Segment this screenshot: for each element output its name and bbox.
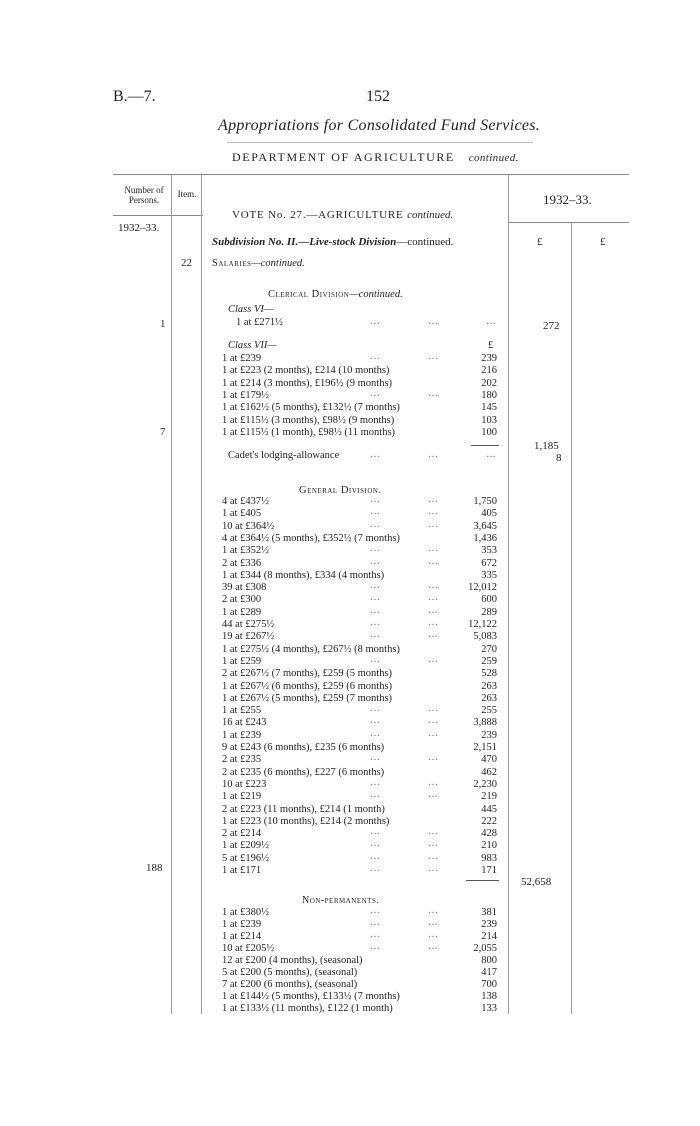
- general-heading: General Division.: [299, 485, 382, 496]
- table-row: [0, 496, 700, 508]
- row-amount: 335: [481, 569, 497, 581]
- class-vii-total: 1,185: [534, 440, 559, 452]
- table-row: [0, 717, 700, 729]
- dot-leader: …: [370, 905, 380, 916]
- table-row: [0, 931, 700, 943]
- table-row: [0, 967, 700, 979]
- table-row: [0, 840, 700, 852]
- dot-leader: …: [428, 929, 438, 940]
- dot-leader: …: [370, 929, 380, 940]
- row-label: 1 at £267½ (6 months), £259 (6 months): [222, 680, 393, 692]
- class-vi-persons: 1: [160, 318, 166, 330]
- general-subtotal-rule: [466, 880, 499, 881]
- table-row: [0, 767, 700, 779]
- row-label: 1 at £380½: [222, 907, 269, 918]
- row-label: 1 at £275½ (4 months), £267½ (8 months): [222, 643, 400, 655]
- general-persons: 188: [146, 862, 163, 874]
- table-row: [0, 804, 700, 816]
- row-amount: 171: [481, 865, 497, 876]
- row-amount: 417: [481, 967, 497, 978]
- dot-leader: …: [370, 789, 380, 801]
- dot-leader: …: [370, 387, 380, 399]
- row-amount: 103: [481, 414, 497, 426]
- dot-leader: …: [428, 592, 438, 604]
- vote-title: VOTE No. 27.—AGRICULTURE: [232, 209, 404, 221]
- row-label: 4 at £437½: [222, 496, 269, 507]
- salaries-label: Salaries: [212, 258, 252, 269]
- dot-leader: …: [370, 703, 380, 715]
- dot-leader: …: [370, 715, 380, 727]
- table-row: [0, 387, 700, 402]
- dot-leader: …: [370, 518, 380, 530]
- row-label: 2 at £267½ (7 months), £259 (5 months): [222, 668, 393, 680]
- row-amount: 353: [481, 545, 497, 557]
- clerical-heading: [268, 289, 403, 300]
- pound-sign-right: £: [600, 236, 606, 248]
- row-amount: 145: [481, 402, 497, 414]
- clerical-title: Clerical Division: [268, 289, 350, 300]
- row-amount: 12,012: [468, 582, 497, 594]
- dot-leader: …: [370, 629, 380, 641]
- dot-leader: …: [428, 776, 438, 788]
- cadet-amount: 8: [556, 452, 562, 464]
- table-row: [0, 594, 700, 606]
- dot-leader: …: [370, 617, 380, 628]
- row-amount: 470: [481, 754, 497, 766]
- table-row: [0, 705, 700, 717]
- dot-leader: …: [370, 555, 380, 567]
- row-label: 1 at £352½: [222, 545, 269, 557]
- persons-column-header: Number of Persons.: [124, 185, 164, 205]
- general-total: 52,658: [521, 876, 552, 888]
- row-label: 4 at £364½ (5 months), £352½ (7 months): [222, 532, 400, 544]
- dot-leader: …: [428, 617, 438, 628]
- row-label: 10 at £364½: [222, 520, 275, 532]
- row-amount: 428: [481, 828, 497, 840]
- table-row: [0, 545, 700, 557]
- dot-leader: …: [428, 351, 438, 362]
- table-row: [0, 776, 700, 791]
- table-row: [0, 570, 700, 582]
- dot-leader: …: [370, 838, 380, 850]
- dot-leader: …: [428, 543, 438, 555]
- row-label: 1 at £223 (10 months), £214 (2 months): [222, 815, 390, 827]
- table-row: [0, 681, 700, 693]
- dot-leader: …: [370, 316, 380, 327]
- dot-leader: …: [428, 506, 438, 518]
- row-amount: 255: [481, 705, 497, 717]
- row-label: 1 at £162½ (5 months), £132½ (7 months): [222, 402, 400, 414]
- row-label: 2 at £235 (6 months), £227 (6 months): [222, 766, 385, 778]
- table-row: [0, 742, 700, 754]
- class-vii-pound: £: [488, 340, 494, 351]
- document-code: B.—7.: [113, 88, 156, 105]
- table-row: [0, 991, 700, 1003]
- subdivision-heading: [212, 236, 453, 248]
- dot-leader: …: [428, 905, 438, 916]
- dot-leader: …: [370, 776, 380, 788]
- row-amount: 210: [481, 840, 497, 852]
- table-row: [0, 631, 700, 643]
- subdivision-continued: —continued.: [396, 236, 454, 248]
- salaries-continued: —continued.: [251, 258, 305, 269]
- dot-leader: …: [370, 850, 380, 862]
- table-row: [0, 653, 700, 668]
- row-amount: 1,436: [473, 532, 497, 544]
- dot-leader: …: [370, 592, 380, 604]
- row-label: 19 at £267½: [222, 631, 275, 643]
- dot-leader: …: [428, 863, 438, 874]
- dot-leader: …: [428, 555, 438, 567]
- row-label: 1 at £259: [222, 655, 262, 667]
- row-label: 16 at £243: [222, 717, 267, 729]
- row-amount: 528: [481, 668, 497, 680]
- dot-leader: …: [428, 752, 438, 764]
- page-title: Appropriations for Consolidated Fund Services.: [218, 117, 541, 134]
- dot-leader: …: [428, 316, 438, 327]
- row-label: 2 at £300: [222, 594, 262, 606]
- dot-leader: …: [370, 351, 380, 362]
- row-label: 10 at £223: [222, 778, 267, 790]
- dot-leader: …: [370, 653, 380, 665]
- dot-leader: …: [370, 941, 380, 952]
- table-row: [0, 353, 700, 365]
- row-amount: 138: [481, 991, 497, 1002]
- dot-leader: …: [370, 494, 380, 505]
- row-label: 2 at £336: [222, 557, 262, 569]
- dot-leader: …: [370, 580, 380, 592]
- table-row: [0, 727, 700, 742]
- row-label: 12 at £200 (4 months), (seasonal): [222, 955, 363, 966]
- table-row: [0, 693, 700, 705]
- department-continued: continued.: [468, 152, 519, 164]
- dot-leader: …: [428, 387, 438, 399]
- dot-leader: …: [428, 604, 438, 616]
- row-label: 1 at £209½: [222, 840, 269, 852]
- row-label: 1 at £171: [222, 865, 262, 876]
- vote-continued: continued.: [407, 209, 454, 221]
- dot-leader: …: [428, 789, 438, 801]
- department-name: DEPARTMENT OF AGRICULTURE: [232, 150, 455, 164]
- class-vi-label: Class VI—: [228, 304, 274, 315]
- item-column-header: Item.: [177, 189, 197, 199]
- row-amount: 270: [481, 643, 497, 655]
- dot-leader: …: [428, 917, 438, 928]
- row-amount: 672: [481, 557, 497, 569]
- row-amount: 289: [481, 606, 497, 618]
- row-amount: 239: [481, 919, 497, 930]
- table-row: [0, 1003, 700, 1015]
- row-amount: 600: [481, 594, 497, 606]
- department-heading: [232, 150, 519, 165]
- row-label: 10 at £205½: [222, 943, 275, 954]
- row-label: 1 at £255: [222, 705, 262, 717]
- row-amount: 259: [481, 655, 497, 667]
- row-label: 44 at £275½: [222, 619, 275, 630]
- table-row: [0, 791, 700, 803]
- row-label: 5 at £200 (5 months), (seasonal): [222, 967, 358, 978]
- dot-leader: …: [428, 703, 438, 715]
- row-label: 1 at £239: [222, 353, 262, 364]
- table-row: [0, 402, 700, 414]
- row-amount: 445: [481, 803, 497, 815]
- table-row: [0, 619, 700, 631]
- row-label: 1 at £344 (8 months), £334 (4 months): [222, 569, 385, 581]
- row-amount: 5,083: [473, 631, 497, 643]
- title-rule: [227, 142, 533, 143]
- row-label: 1 at £115½ (1 month), £98½ (11 months): [222, 426, 396, 438]
- row-label: 1 at £133½ (11 months), £122 (1 month): [222, 1003, 393, 1014]
- non-permanents-heading: Non-permanents.: [302, 895, 380, 906]
- dot-leader: …: [486, 449, 496, 460]
- class-vi-total: 272: [543, 320, 560, 332]
- dot-leader: …: [428, 727, 438, 739]
- row-amount: 239: [481, 729, 497, 741]
- row-amount: 263: [481, 680, 497, 692]
- row-amount: 983: [481, 852, 497, 864]
- table-row: [0, 850, 700, 865]
- table-row: [0, 919, 700, 931]
- row-label: 39 at £308: [222, 582, 267, 594]
- persons-year-label: 1932–33.: [118, 222, 160, 234]
- row-amount: 263: [481, 692, 497, 704]
- row-amount: 2,055: [473, 943, 497, 954]
- table-top-rule: [113, 174, 629, 175]
- pound-sign-left: £: [537, 236, 543, 248]
- row-amount: 462: [481, 766, 497, 778]
- year-header-rule: [508, 222, 629, 223]
- row-label: 7 at £200 (6 months), (seasonal): [222, 979, 358, 990]
- row-amount: 405: [481, 508, 497, 520]
- row-label: 1 at £179½: [222, 389, 269, 401]
- row-label: 1 at £219: [222, 791, 262, 803]
- row-amount: 3,645: [473, 520, 497, 532]
- table-row: [0, 943, 700, 955]
- row-label: 2 at £235: [222, 754, 262, 766]
- row-amount: 2,230: [473, 778, 497, 790]
- row-label: 9 at £243 (6 months), £235 (6 months): [222, 742, 385, 753]
- dot-leader: …: [428, 826, 438, 838]
- table-row: [0, 816, 700, 828]
- row-amount: 216: [481, 365, 497, 377]
- row-label: 1 at £405: [222, 508, 262, 520]
- table-row: [0, 533, 700, 545]
- row-amount: 133: [481, 1003, 497, 1014]
- class-vii-label: Class VII—: [228, 340, 277, 351]
- dot-leader: …: [370, 506, 380, 518]
- table-row: [0, 508, 700, 520]
- dot-leader: …: [428, 838, 438, 850]
- dot-leader: …: [370, 727, 380, 739]
- row-amount: 700: [481, 979, 497, 990]
- dot-leader: …: [428, 850, 438, 862]
- table-row: [0, 955, 700, 967]
- table-row: [0, 415, 700, 427]
- row-label: 1 at £214: [222, 931, 262, 942]
- row-label: 1 at £144½ (5 months), £133½ (7 months): [222, 991, 400, 1002]
- row-amount: 180: [481, 389, 497, 401]
- dot-leader: …: [428, 580, 438, 592]
- row-label: 1 at £214 (3 months), £196½ (9 months): [222, 377, 393, 389]
- row-amount: 100: [481, 426, 497, 438]
- row-amount: 202: [481, 377, 497, 389]
- table-row: [0, 865, 700, 877]
- year-column-header: 1932–33.: [543, 192, 592, 207]
- dot-leader: …: [428, 629, 438, 641]
- table-row: [0, 828, 700, 840]
- row-amount: 219: [481, 791, 497, 803]
- class-vii-persons: 7: [160, 426, 166, 438]
- row-label: 1 at £239: [222, 919, 262, 930]
- cadet-label: Cadet's lodging-allowance: [228, 450, 340, 461]
- dot-leader: …: [428, 449, 438, 460]
- table-row: [0, 604, 700, 619]
- class-vi-line: 1 at £271½: [236, 317, 283, 328]
- table-row: [0, 668, 700, 680]
- row-amount: 381: [481, 907, 497, 918]
- subdivision-title: Subdivision No. II.—Live-stock Division: [212, 236, 397, 248]
- row-amount: 3,888: [473, 717, 497, 729]
- table-row: [0, 427, 700, 439]
- item-number: 22: [181, 257, 192, 269]
- table-row: [0, 644, 700, 656]
- row-label: 5 at £196½: [222, 852, 269, 864]
- row-amount: 1,750: [473, 496, 497, 507]
- vote-heading: [232, 209, 453, 221]
- row-label: 1 at £115½ (3 months), £98½ (9 months): [222, 414, 395, 426]
- dot-leader: …: [370, 863, 380, 874]
- table-row: [0, 378, 700, 390]
- class-vii-subtotal-rule: [471, 445, 499, 446]
- dot-leader: …: [428, 715, 438, 727]
- row-label: 1 at £267½ (5 months), £259 (7 months): [222, 692, 393, 704]
- table-row: [0, 365, 700, 377]
- table-row: [0, 754, 700, 766]
- page-number: 152: [366, 88, 390, 105]
- table-row: [0, 907, 700, 919]
- dot-leader: …: [370, 449, 380, 460]
- dot-leader: …: [428, 518, 438, 530]
- dot-leader: …: [428, 494, 438, 505]
- row-label: 1 at £289: [222, 606, 262, 618]
- table-row: [0, 518, 700, 533]
- row-amount: 2,151: [473, 742, 497, 753]
- table-row: [0, 555, 700, 570]
- row-label: 2 at £214: [222, 828, 262, 840]
- row-label: 1 at £223 (2 months), £214 (10 months): [222, 365, 390, 377]
- dot-leader: …: [370, 826, 380, 838]
- dot-leader: …: [486, 316, 496, 327]
- row-amount: 12,122: [468, 619, 497, 630]
- row-amount: 222: [481, 815, 497, 827]
- clerical-continued: —continued.: [349, 289, 403, 300]
- dot-leader: …: [370, 752, 380, 764]
- dot-leader: …: [428, 941, 438, 952]
- row-label: 1 at £239: [222, 729, 262, 741]
- row-amount: 800: [481, 955, 497, 966]
- row-amount: 239: [481, 353, 497, 364]
- table-row: [0, 979, 700, 991]
- dot-leader: …: [370, 543, 380, 555]
- dot-leader: …: [370, 917, 380, 928]
- row-amount: 214: [481, 931, 497, 942]
- row-label: 2 at £223 (11 months), £214 (1 month): [222, 803, 385, 815]
- dot-leader: …: [428, 653, 438, 665]
- dot-leader: …: [370, 604, 380, 616]
- salaries-heading: [212, 258, 305, 269]
- table-row: [0, 582, 700, 594]
- persons-header-rule: [113, 215, 203, 216]
